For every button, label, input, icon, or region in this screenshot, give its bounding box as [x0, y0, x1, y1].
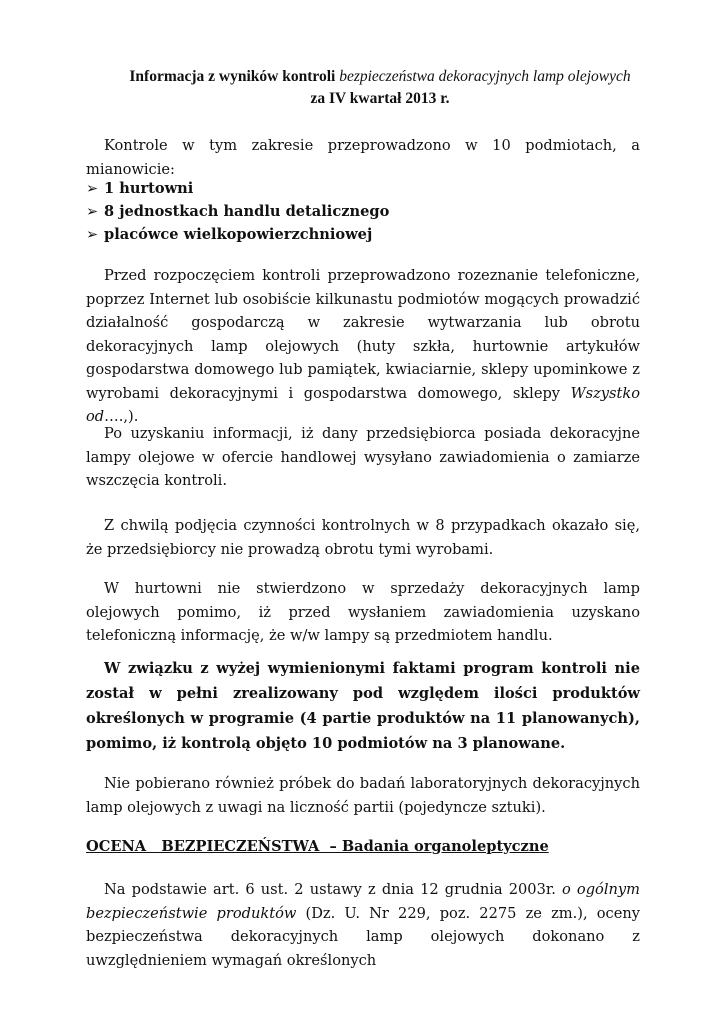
title-line1-prefix: Informacja z wyników kontroli	[129, 68, 340, 85]
paragraph-7: Na podstawie art. 6 ust. 2 ustawy z dnia 12 grudnia 2003r. o ogólnym bezpieczeństwie produktów (Dz. U. Nr 229, poz. 2275 ze zm.), oceny bezpieczeństwa dekoracyjnych lamp olejowych dokonano z uwzględnieniem wymagań określonych	[86, 881, 640, 969]
arrow-bullet-icon: ➢	[86, 203, 99, 220]
paragraph-4: W hurtowni nie stwierdzono w sprzedaży dekoracyjnych lamp olejowych pomimo, iż przed wysłaniem zawiadomienia uzyskano telefoniczną informację, że w/w lampy są przedmiotem handlu.	[86, 580, 640, 644]
paragraph-1: Przed rozpoczęciem kontroli przeprowadzono rozeznanie telefoniczne, poprzez Internet lub osobiście kilkunastu podmiotów mogących prowadzić działalność gospodarczą w zakresie wytwarzania lub obrotu dekoracyjnych lamp olejowych (huty szkła, hurtownie artykułów gospodarstwa domowego lub pamiątek, kwiaciarnie, sklepy upominkowe z wyrobami dekoracyjnymi i gospodarstwa domowego, sklepy Wszystko od….,).	[86, 267, 640, 425]
paragraph-6: Nie pobierano również próbek do badań laboratoryjnych dekoracyjnych lamp olejowych z uwagi na liczność partii (pojedyncze sztuki).	[86, 775, 640, 816]
section-heading: OCENA BEZPIECZEŃSTWA – Badania organoleptyczne	[86, 838, 549, 855]
paragraph-3: Z chwilą podjęcia czynności kontrolnych w 8 przypadkach okazało się, że przedsiębiorcy nie prowadzą obrotu tymi wyrobami.	[86, 517, 640, 558]
paragraph-5-bold: W związku z wyżej wymienionymi faktami program kontroli nie został w pełni zrealizowany pod względem ilości produktów określonych w programie (4 partie produktów na 11 planowanych), pomimo, iż kontrolą objęto 10 podmiotów na 3 planowane.	[86, 660, 640, 752]
arrow-bullet-icon: ➢	[86, 226, 99, 243]
bullet-item: ➢ placówce wielkopowierzchniowej	[86, 224, 372, 246]
intro-paragraph: Kontrole w tym zakresie przeprowadzono w 10 podmiotach, a mianowicie:	[86, 137, 640, 178]
document-title	[60, 66, 700, 110]
title-line1-italic: bezpieczeństwa dekoracyjnych lamp olejowych	[339, 68, 631, 85]
bullet-item: ➢ 8 jednostkach handlu detalicznego	[86, 201, 389, 223]
title-line2: za IV kwartał 2013 r.	[310, 90, 450, 107]
arrow-bullet-icon: ➢	[86, 180, 99, 197]
paragraph-2: Po uzyskaniu informacji, iż dany przedsiębiorca posiada dekoracyjne lampy olejowe w ofercie handlowej wysyłano zawiadomienia o zamiarze wszczęcia kontroli.	[86, 425, 640, 489]
bullet-item: ➢ 1 hurtowni	[86, 178, 193, 200]
